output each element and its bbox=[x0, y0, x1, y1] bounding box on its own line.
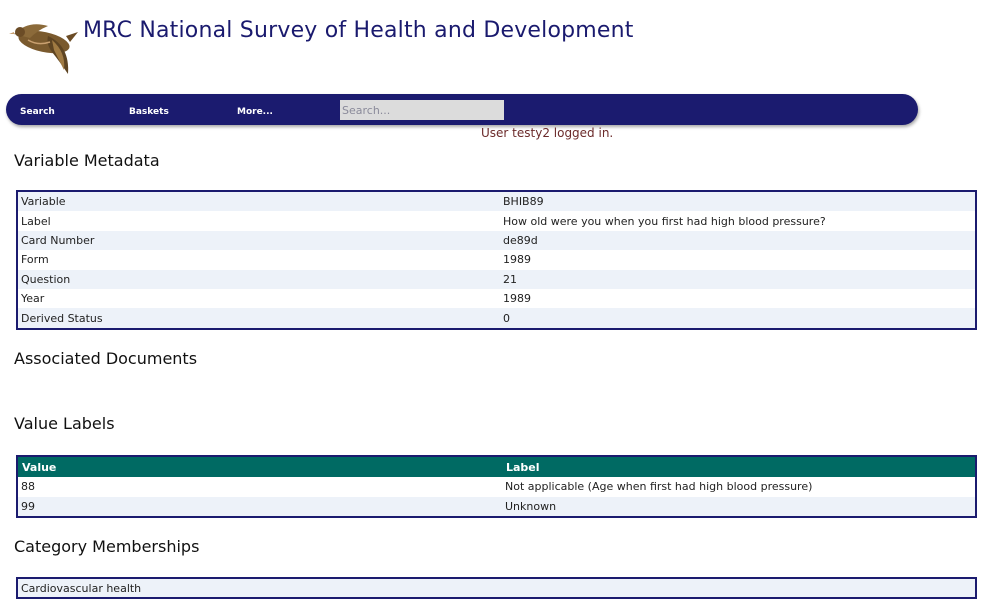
table-row bbox=[17, 211, 976, 230]
nav-more-link[interactable]: More... bbox=[237, 107, 273, 117]
value-labels-table bbox=[16, 455, 977, 518]
table-row bbox=[17, 289, 976, 308]
variable-metadata-table bbox=[16, 190, 977, 330]
value-cell: 99 bbox=[17, 497, 502, 518]
table-row bbox=[17, 231, 976, 250]
label-cell: Unknown bbox=[502, 497, 976, 518]
table-row bbox=[17, 270, 976, 289]
label-cell: Not applicable (Age when first had high blood pressure) bbox=[502, 477, 976, 497]
associated-documents-heading: Associated Documents bbox=[14, 349, 198, 368]
metadata-key: Year bbox=[17, 289, 500, 308]
table-row bbox=[17, 191, 976, 211]
table-header-row bbox=[17, 456, 976, 477]
metadata-value: 1989 bbox=[500, 250, 976, 269]
nav-search-link[interactable]: Search bbox=[20, 107, 55, 117]
search-input[interactable] bbox=[340, 100, 504, 120]
column-header-label: Label bbox=[502, 456, 976, 477]
table-row bbox=[17, 308, 976, 328]
nav-baskets-link[interactable]: Baskets bbox=[129, 107, 169, 117]
login-status: User testy2 logged in. bbox=[481, 126, 614, 140]
metadata-value: de89d bbox=[500, 231, 976, 250]
variable-metadata-heading: Variable Metadata bbox=[14, 151, 160, 170]
metadata-value: 1989 bbox=[500, 289, 976, 308]
metadata-key: Variable bbox=[17, 191, 500, 211]
column-header-value: Value bbox=[17, 456, 502, 477]
metadata-key: Derived Status bbox=[17, 308, 500, 328]
value-labels-heading: Value Labels bbox=[14, 414, 115, 433]
metadata-value: 21 bbox=[500, 270, 976, 289]
main-navbar bbox=[6, 94, 918, 125]
metadata-key: Card Number bbox=[17, 231, 500, 250]
metadata-value: 0 bbox=[500, 308, 976, 328]
metadata-key: Form bbox=[17, 250, 500, 269]
metadata-key: Label bbox=[17, 211, 500, 230]
bird-logo-icon[interactable] bbox=[8, 12, 80, 78]
table-row bbox=[17, 250, 976, 269]
value-cell: 88 bbox=[17, 477, 502, 497]
table-row bbox=[17, 497, 976, 518]
site-title[interactable]: MRC National Survey of Health and Development bbox=[83, 18, 634, 43]
site-header bbox=[0, 0, 1000, 90]
metadata-value: How old were you when you first had high blood pressure? bbox=[500, 211, 976, 230]
category-memberships-heading: Category Memberships bbox=[14, 537, 200, 556]
table-row bbox=[17, 477, 976, 497]
metadata-key: Question bbox=[17, 270, 500, 289]
metadata-value: BHIB89 bbox=[500, 191, 976, 211]
category-item[interactable]: Cardiovascular health bbox=[16, 577, 977, 599]
